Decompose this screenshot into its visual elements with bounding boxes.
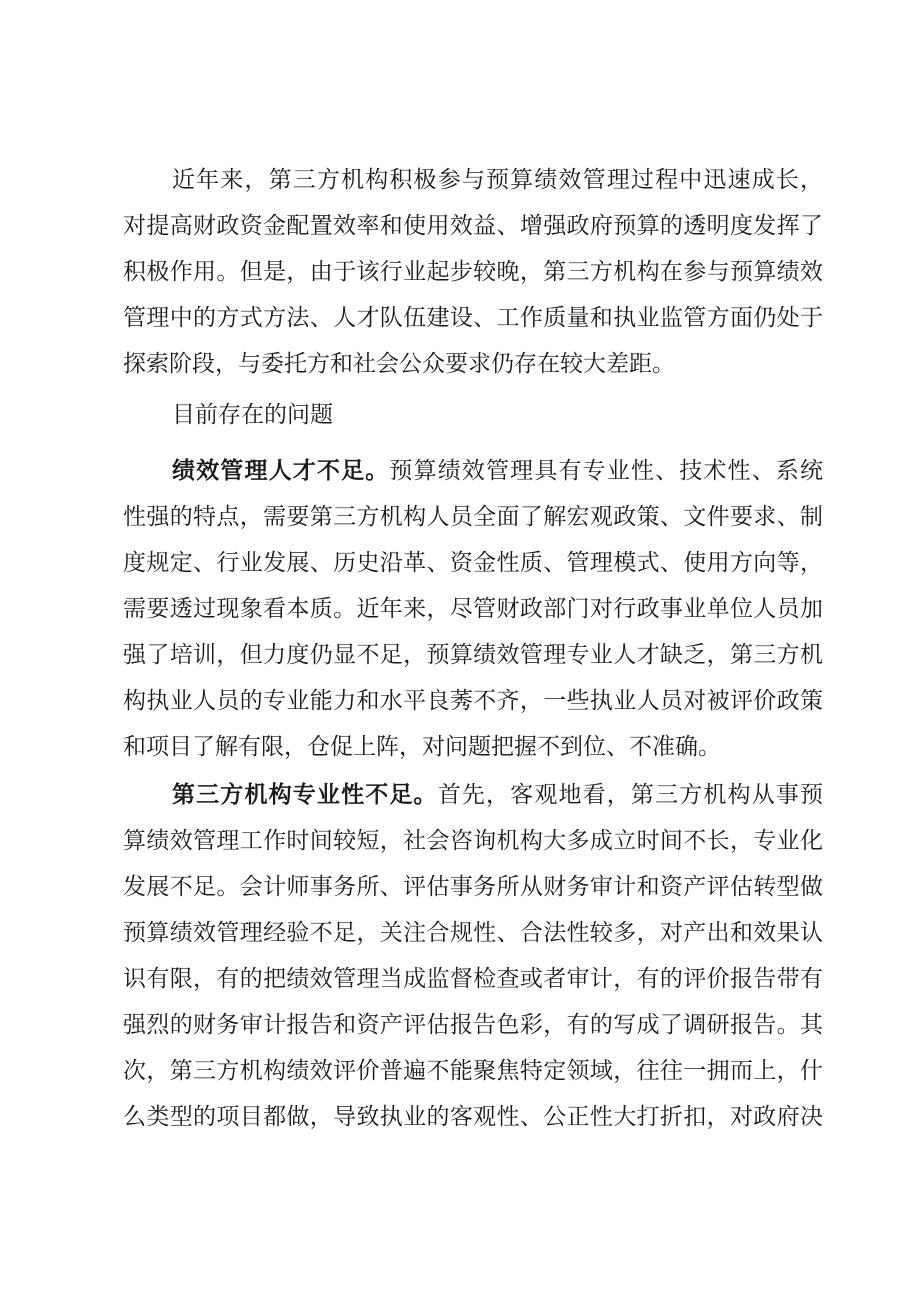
paragraph-1-line-4: 管理中的方式方法、人才队伍建设、工作质量和执业监管方面仍处于 [123,305,823,331]
paragraph-2-lead: 绩效管理人才不足。 [172,458,390,484]
paragraph-1-line-2: 对提高财政资金配置效率和使用效益、增强政府预算的透明度发挥了 [123,213,823,239]
paragraph-1-line-5: 探索阶段，与委托方和社会公众要求仍存在较大差距。 [123,351,675,377]
paragraph-1-line-3: 积极作用。但是，由于该行业起步较晚，第三方机构在参与预算绩效 [123,259,823,285]
paragraph-3-line-2: 算绩效管理工作时间较短，社会咨询机构大多成立时间不长，专业化 [123,828,823,854]
paragraph-3-line-5: 识有限，有的把绩效管理当成监督检查或者审计，有的评价报告带有 [123,966,823,992]
paragraph-3-line-1-text: 首先，客观地看，第三方机构从事预 [437,782,824,808]
paragraph-3-line-4: 预算绩效管理经验不足，关注合规性、合法性较多，对产出和效果认 [123,920,823,946]
section-heading: 目前存在的问题 [172,402,333,428]
paragraph-2-line-7: 和项目了解有限，仓促上阵，对问题把握不到位、不准确。 [123,734,721,760]
paragraph-2-line-3: 度规定、行业发展、历史沿革、资金性质、管理模式、使用方向等， [123,550,823,576]
paragraph-3-line-8: 么类型的项目都做，导致执业的客观性、公正性大打折扣，对政府决 [123,1104,823,1130]
paragraph-1-line-1: 近年来，第三方机构积极参与预算绩效管理过程中迅速成长， [172,167,823,193]
paragraph-3-line-3: 发展不足。会计师事务所、评估事务所从财务审计和资产评估转型做 [123,874,823,900]
paragraph-2-line-4: 需要透过现象看本质。近年来，尽管财政部门对行政事业单位人员加 [123,596,823,622]
paragraph-2-line-2: 性强的特点，需要第三方机构人员全面了解宏观政策、文件要求、制 [123,504,823,530]
paragraph-2-line-1-text: 预算绩效管理具有专业性、技术性、系统 [389,458,824,484]
paragraph-3-line-1 [172,775,823,815]
paragraph-3-line-6: 强烈的财务审计报告和资产评估报告色彩，有的写成了调研报告。其 [123,1012,823,1038]
paragraph-3-lead: 第三方机构专业性不足。 [172,782,438,808]
paragraph-2-line-6: 构执业人员的专业能力和水平良莠不齐，一些执业人员对被评价政策 [123,688,823,714]
paragraph-3-line-7: 次，第三方机构绩效评价普遍不能聚焦特定领域，往往一拥而上，什 [123,1058,823,1084]
paragraph-2-line-1 [172,451,823,491]
paragraph-2-line-5: 强了培训，但力度仍显不足，预算绩效管理专业人才缺乏，第三方机 [123,642,823,668]
